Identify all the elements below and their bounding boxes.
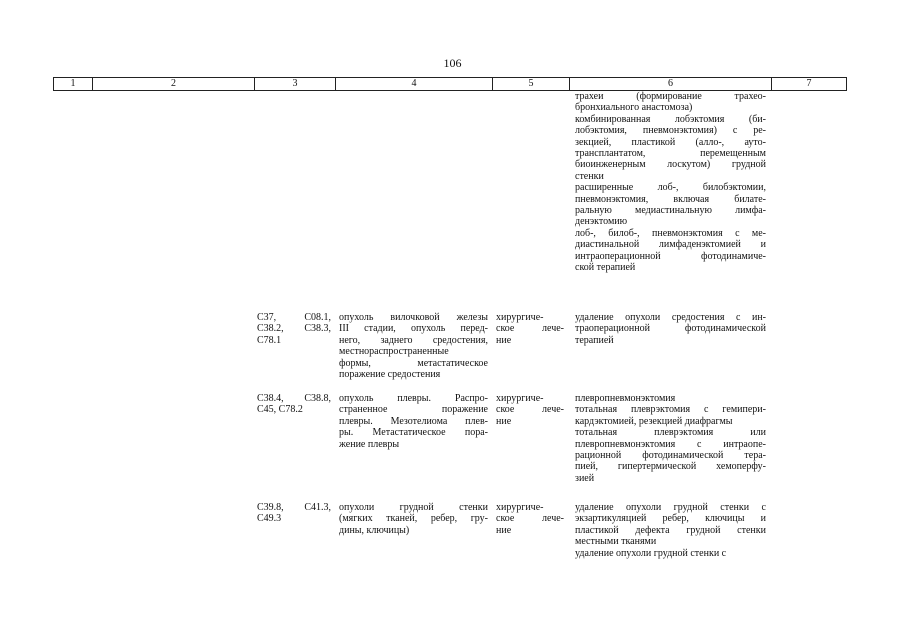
header-cell-3: 3 [254,78,335,90]
text-line: биоинженерным лоскутом) грудной [575,159,766,171]
text-line: зекцией, пластикой (алло-, ауто- [575,136,766,148]
text-line: поражение средостения [339,369,441,381]
text-line: хирургиче- [496,393,544,404]
text-line: дины, ключицы) [339,524,410,536]
text-line: жение плевры [339,438,400,450]
header-cell-4: 4 [335,78,492,90]
text-line: плевры. Мезотелиома плев- [339,415,488,427]
text-line: ское лече- [496,323,564,335]
text-line: ское лече- [496,513,564,525]
text-line: опухоль плевры. Распро- [339,393,488,404]
text-line: трансплантатом, перемещенным [575,148,766,160]
text-line: лоб-, билоб-, пневмонэктомия с ме- [575,227,766,239]
text-line: ральную медиастинальную лимфа- [575,205,766,217]
text-line: зией [575,472,595,484]
text-line: удаление опухоли грудной стенки с [575,547,727,559]
row1-codes [257,312,331,346]
text-line: ние [496,524,512,536]
text-line: удаление опухоли грудной стенки с [575,502,766,513]
text-line: C38.2, C38.3, [257,323,331,335]
text-line: C49.3 [257,513,282,525]
text-line: плевропневмонэктомия с интраопе- [575,438,766,450]
text-line: расширенные лоб-, билобэктомии, [575,182,766,194]
row1-method [575,312,766,346]
row2-method [575,393,766,484]
text-line: ние [496,415,512,427]
table-header-row [53,77,847,91]
text-line: пластикой дефекта грудной стенки [575,524,766,536]
text-line: рационной фотодинамической тера- [575,450,766,462]
text-line: кардэктомией, резекцией диафрагмы [575,415,733,427]
text-line: III стадии, опухоль перед- [339,323,488,335]
text-line: ние [496,334,512,346]
text-line: лобэктомия, пневмонэктомия) с ре- [575,125,766,137]
text-line: трахеи (формирование трахео- [575,91,766,102]
header-cell-5: 5 [492,78,569,90]
text-line: пневмонэктомия, включая билате- [575,193,766,205]
row3-method [575,502,766,559]
text-line: экзартикуляцией ребер, ключицы и [575,513,766,525]
method-continuation [575,91,766,274]
text-line: плевропневмонэктомия [575,393,676,404]
text-line: бронхиального анастомоза) [575,102,693,114]
text-line: C45, C78.2 [257,404,303,416]
text-line: хирургиче- [496,502,544,513]
header-cell-1: 1 [53,78,92,90]
text-line: формы, метастатическое [339,357,488,369]
header-cell-2: 2 [92,78,254,90]
text-line: траоперационной фотодинамической [575,323,766,335]
text-line: стенки [575,170,604,182]
row2-treatment [496,393,564,427]
header-cell-6: 6 [569,78,771,90]
row3-codes [257,502,331,525]
text-line: местнораспространенные [339,346,449,358]
page-number: 106 [443,56,462,70]
row2-diagnosis [339,393,488,450]
text-line: (мягких тканей, ребер, гру- [339,513,488,525]
text-line: тотальная плеврэктомия или [575,427,766,439]
text-line: интраоперационной фотодинамиче- [575,250,766,262]
row3-diagnosis [339,502,488,536]
text-line: опухоли грудной стенки [339,502,488,513]
text-line: хирургиче- [496,312,544,323]
row3-treatment [496,502,564,536]
text-line: опухоль вилочковой железы [339,312,488,323]
text-line: ское лече- [496,404,564,416]
text-line: пией, гипертермической хемоперфу- [575,461,766,473]
row1-treatment [496,312,564,346]
text-line: ры. Метастатическое пора- [339,427,488,439]
text-line: удаление опухоли средостения с ин- [575,312,766,323]
text-line: страненное поражение [339,404,488,416]
text-line: C38.4, C38.8, [257,393,331,404]
text-line: C39.8, C41.3, [257,502,331,513]
header-cell-7: 7 [771,78,847,90]
text-line: терапией [575,334,614,346]
row1-diagnosis [339,312,488,380]
text-line: комбинированная лобэктомия (би- [575,113,766,125]
text-line: C78.1 [257,334,282,346]
text-line: ской терапией [575,262,636,274]
row2-codes [257,393,331,416]
text-line: диастинальной лимфаденэктомией и [575,239,766,251]
text-line: денэктомию [575,216,628,228]
text-line: него, заднего средостения, [339,334,488,346]
text-line: местными тканями [575,536,657,548]
text-line: C37, C08.1, [257,312,331,323]
text-line: тотальная плеврэктомия с гемипери- [575,404,766,416]
